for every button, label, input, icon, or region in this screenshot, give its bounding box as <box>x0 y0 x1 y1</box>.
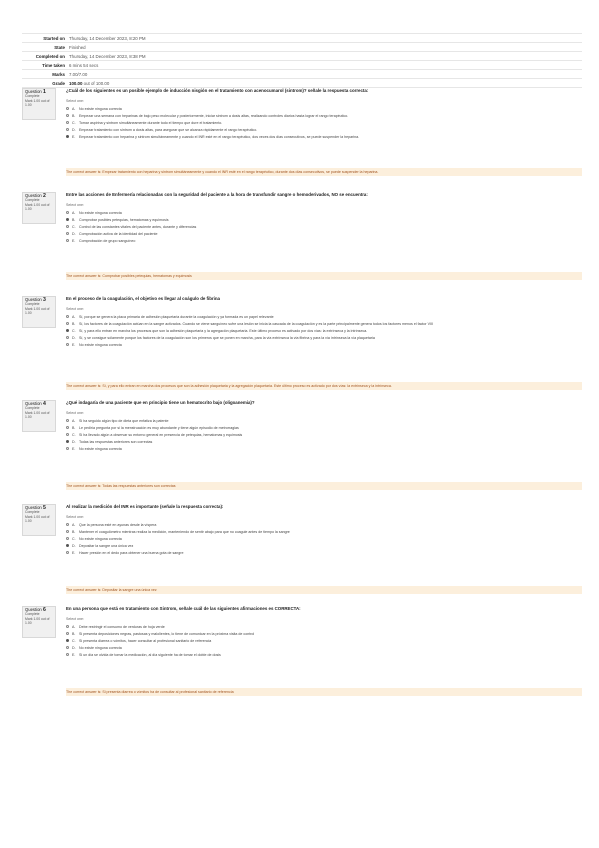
radio-button[interactable] <box>66 218 69 221</box>
question-number-value: 4 <box>42 401 46 407</box>
question-content <box>66 606 582 658</box>
radio-button[interactable] <box>66 114 69 117</box>
question-content <box>66 88 582 140</box>
option-text: Tomar aspirina y sintrom simultáneamente durante todo el tiempo que dure el tratamiento. <box>79 120 223 125</box>
summary-value: Thursday, 14 December 2023, 8:38 PM <box>69 53 146 59</box>
option-letter: E. <box>72 550 76 555</box>
question-text: ¿Cuál de los siguientes es un posible ejemplo de inducción nisgión en el tratamiento con acenocumarol (sintrom)? señale la respuesta correcta: <box>66 88 369 93</box>
question-text: ¿Qué indagaría de una paciente que en principio tiene un hematocrito bajo (oligoanemia)? <box>66 400 255 405</box>
radio-button[interactable] <box>66 336 69 339</box>
radio-button[interactable] <box>66 551 69 554</box>
answer-option[interactable] <box>66 133 582 140</box>
option-text: Depositar la sangre una única vez <box>79 543 134 548</box>
answer-option[interactable] <box>66 630 582 637</box>
option-text: No existe ninguna correcta <box>79 446 122 451</box>
option-text: Hacer presión en el dedo para obtener una buena gota de sangre <box>79 550 184 555</box>
radio-button[interactable] <box>66 544 69 547</box>
question-label: Question <box>25 297 42 302</box>
answer-option[interactable] <box>66 320 582 327</box>
option-text: Comprobar posibles petequias, hematomas y equimosis <box>79 217 169 222</box>
question-number-value: 5 <box>42 505 46 511</box>
question-content <box>66 504 582 556</box>
answer-option[interactable] <box>66 223 582 230</box>
option-letter: E. <box>72 446 76 451</box>
question-mark: Mark 1.00 out of 1.00 <box>25 616 50 626</box>
summary-value <box>69 81 109 86</box>
answer-option[interactable] <box>66 126 582 133</box>
select-one-label: Select one: <box>66 617 84 621</box>
option-letter: B. <box>72 631 76 636</box>
select-one-label: Select one: <box>66 411 84 415</box>
option-text: Comprobación de grupo sanguíneo <box>79 238 136 243</box>
answer-option[interactable] <box>66 535 582 542</box>
summary-value: Thursday, 14 December 2023, 8:20 PM <box>69 35 146 41</box>
option-text: Que la persona esté en ayunas desde la víspera <box>79 522 157 527</box>
answer-option[interactable] <box>66 438 582 445</box>
radio-button[interactable] <box>66 322 69 325</box>
radio-button[interactable] <box>66 419 69 422</box>
radio-button[interactable] <box>66 121 69 124</box>
answer-option[interactable] <box>66 216 582 223</box>
grade-value: 100.00 <box>69 80 83 86</box>
correct-answer-feedback: The correct answer is: Comprobar posibles petequias, hematomas y equimosis <box>66 272 582 280</box>
answer-option[interactable] <box>66 542 582 549</box>
answer-options <box>66 313 582 348</box>
option-letter: A. <box>72 624 76 629</box>
option-text: Empezar una semana con heparinas de bajo peso molecular y posteriormente, iniciar sintrom a dosis altas, realizando controles diarios hasta lograr el rango terapéutico. <box>79 113 349 118</box>
answer-option[interactable] <box>66 230 582 237</box>
select-one-label: Select one: <box>66 99 84 103</box>
attempt-summary-table <box>22 33 582 88</box>
summary-value: 7.00/7.00 <box>69 71 88 77</box>
option-text: No existe ninguna correcta <box>79 342 122 347</box>
question-number-value: 1 <box>42 89 46 95</box>
option-letter: E. <box>72 238 76 243</box>
option-letter: C. <box>72 638 76 643</box>
option-text: Empezar tratamiento con sintrom a dosis altas, para asegurar que se alcanza rápidamente el rango terapéutico. <box>79 127 258 132</box>
summary-row-grade <box>22 78 582 88</box>
question-status: Complete <box>25 612 40 617</box>
question-info-panel <box>22 88 56 120</box>
summary-row-time-taken <box>22 60 582 69</box>
answer-option[interactable] <box>66 119 582 126</box>
answer-options <box>66 521 582 556</box>
radio-button[interactable] <box>66 440 69 443</box>
summary-value: Finished <box>69 44 86 50</box>
option-letter: A. <box>72 210 76 215</box>
correct-answer-feedback: The correct answer is: Si presenta diarrea o vómitos ha de consultar al profesional sanitario de referencia <box>66 688 582 696</box>
option-text: Sí, y para ello entran en marcha los procesos que son la adhesión plaquetaria y la agregación plaquetaria. Este último proceso es activado por dos vías: la extrínseca y la intrínseca. <box>79 328 368 333</box>
question-label: Question <box>25 505 42 510</box>
question-number-value: 6 <box>42 607 46 613</box>
answer-options <box>66 623 582 658</box>
option-text: Si un día se olvida de tomar la medicación, al día siguiente ha de tomar el doble de dosis <box>79 652 221 657</box>
radio-button[interactable] <box>66 239 69 242</box>
question-text: Entre las acciones de Enfermería relacionadas con la seguridad del paciente a la hora de transfundir sangre o hemoderivados, NO se encuentra: <box>66 192 368 197</box>
option-text: Si ha llevado algún a observar su entorno general en presencia de petequias, hematomas y equimosis <box>79 432 243 437</box>
radio-button[interactable] <box>66 530 69 533</box>
select-one-label: Select one: <box>66 515 84 519</box>
radio-button[interactable] <box>66 225 69 228</box>
radio-button[interactable] <box>66 625 69 628</box>
answer-option[interactable] <box>66 237 582 244</box>
summary-row-state <box>22 42 582 51</box>
answer-option[interactable] <box>66 623 582 630</box>
question-info-panel <box>22 606 56 638</box>
option-text: Sí, y se consigue sólamente porque los factores de la coagulación son los primeros que se ponen en marcha, para la vía extrínseca la vía fibrina y para la vía intrínseca la vía plaquetaria <box>79 335 375 340</box>
question-status: Complete <box>25 510 40 515</box>
answer-option[interactable] <box>66 445 582 452</box>
question-mark: Mark 1.00 out of 1.00 <box>25 410 50 420</box>
summary-label: Marks <box>52 71 65 77</box>
option-text: No existe ninguna correcta <box>79 106 122 111</box>
question-content <box>66 400 582 452</box>
correct-answer-feedback: The correct answer is: Depositar la sangre una única vez <box>66 586 582 594</box>
option-letter: A. <box>72 522 76 527</box>
answer-options <box>66 105 582 140</box>
option-letter: C. <box>72 536 76 541</box>
answer-option[interactable] <box>66 521 582 528</box>
question-mark: Mark 1.00 out of 1.00 <box>25 202 50 212</box>
answer-option[interactable] <box>66 112 582 119</box>
option-letter: B. <box>72 113 76 118</box>
option-text: Sí, porque se genera la placa primaria de adhesión plaquetaria durante la coagulación y ya formada es un papel relevante <box>79 314 274 319</box>
answer-options <box>66 209 582 244</box>
question-status: Complete <box>25 94 40 99</box>
summary-label: Completed on <box>35 53 65 59</box>
question-status: Complete <box>25 302 40 307</box>
radio-button[interactable] <box>66 107 69 110</box>
radio-button[interactable] <box>66 447 69 450</box>
option-letter: D. <box>72 543 76 548</box>
question-label: Question <box>25 89 42 94</box>
option-letter: C. <box>72 432 76 437</box>
summary-value: 6 mins 54 secs <box>69 62 99 68</box>
radio-button[interactable] <box>66 211 69 214</box>
answer-option[interactable] <box>66 528 582 535</box>
correct-answer-feedback: The correct answer is: Empezar tratamiento con heparina y sintrom simultáneamente y cuando el INR esté en el rango terapéutico, durante dos días consecutivos, se puede suspender la heparina. <box>66 168 582 176</box>
question-status: Complete <box>25 406 40 411</box>
radio-button[interactable] <box>66 646 69 649</box>
question-number-value: 2 <box>42 193 46 199</box>
option-text: Todas las respuestas anteriores son correctas <box>79 439 153 444</box>
radio-button[interactable] <box>66 632 69 635</box>
summary-row-marks <box>22 69 582 78</box>
option-text: Le pediría pregunta por si la menstruación es muy abundante y tiene algún episodio de metrorragias <box>79 425 239 430</box>
answer-option[interactable] <box>66 637 582 644</box>
question-info-panel <box>22 400 56 432</box>
radio-button[interactable] <box>66 523 69 526</box>
option-text: No existe ninguna correcta <box>79 645 122 650</box>
answer-option[interactable] <box>66 209 582 216</box>
option-letter: E. <box>72 652 76 657</box>
option-letter: D. <box>72 231 76 236</box>
question-text: Al realizar la medición del INR es importante (señale la respuesta correcta): <box>66 504 224 509</box>
option-text: Debe restringir el consumo de verduras de hoja verde <box>79 624 165 629</box>
option-text: Sí, los factores de la coagulación actúan en la sangre activados. Cuando se viene sanguíneo sufre una lesión se inicia la cascada de la coagulación y es la parte principalmente genera todos los factores menos el factor VIII <box>79 321 433 326</box>
option-letter: A. <box>72 106 76 111</box>
question-mark: Mark 1.00 out of 1.00 <box>25 98 50 108</box>
answer-option[interactable] <box>66 644 582 651</box>
option-letter: E. <box>72 134 76 139</box>
option-letter: A. <box>72 418 76 423</box>
radio-button[interactable] <box>66 135 69 138</box>
radio-button[interactable] <box>66 343 69 346</box>
summary-row-completed <box>22 51 582 60</box>
question-content <box>66 296 582 348</box>
answer-option[interactable] <box>66 313 582 320</box>
radio-button[interactable] <box>66 537 69 540</box>
option-text: Empezar tratamiento con heparina y sintrom simultáneamente y cuando el INR esté en el rango terapéutico, dos veces dos días consecutivos, se puede suspender la heparina. <box>79 134 360 139</box>
question-text: En el proceso de la coagulación, el objetivo es llegar al coágulo de fibrina <box>66 296 220 301</box>
option-letter: A. <box>72 314 76 319</box>
summary-label: Grade <box>52 80 65 86</box>
question-mark: Mark 1.00 out of 1.00 <box>25 306 50 316</box>
answer-options <box>66 417 582 452</box>
option-letter: C. <box>72 328 76 333</box>
question-number-value: 3 <box>42 297 46 303</box>
answer-option[interactable] <box>66 651 582 658</box>
question-label: Question <box>25 401 42 406</box>
option-letter: D. <box>72 645 76 650</box>
radio-button[interactable] <box>66 426 69 429</box>
answer-option[interactable] <box>66 105 582 112</box>
radio-button[interactable] <box>66 433 69 436</box>
question-mark: Mark 1.00 out of 1.00 <box>25 514 50 524</box>
summary-label: Time taken <box>42 62 65 68</box>
question-label: Question <box>25 607 42 612</box>
radio-button[interactable] <box>66 128 69 131</box>
summary-label: Started on <box>43 35 65 41</box>
correct-answer-feedback: The correct answer is: Todas las respuestas anteriores son correctas <box>66 482 582 490</box>
option-letter: E. <box>72 342 76 347</box>
summary-label: State <box>54 44 65 50</box>
option-text: Si ha seguido algún tipo de dieta que enfatiza la patente <box>79 418 169 423</box>
answer-option[interactable] <box>66 341 582 348</box>
answer-option[interactable] <box>66 549 582 556</box>
option-text: Comprobación activa de la identidad del paciente <box>79 231 158 236</box>
radio-button[interactable] <box>66 653 69 656</box>
option-text: Si presenta diarrea o vómitos, hacer consultar al profesional sanitario de referencia <box>79 638 212 643</box>
answer-option[interactable] <box>66 417 582 424</box>
radio-button[interactable] <box>66 315 69 318</box>
option-letter: D. <box>72 127 76 132</box>
question-info-panel <box>22 296 56 328</box>
question-info-panel <box>22 504 56 536</box>
summary-row-started <box>22 33 582 42</box>
option-letter: C. <box>72 224 76 229</box>
option-letter: B. <box>72 425 76 430</box>
option-text: Mantener el coagulómetro mientras realiza la medición, manteniendo de sentir abajo para que no coagule antes de tiempo la sangre <box>79 529 290 534</box>
radio-button[interactable] <box>66 329 69 332</box>
question-content <box>66 192 582 244</box>
question-text: En una persona que está en tratamiento con Sintrom, señale cuál de las siguientes afirmaciones es CORRECTA: <box>66 606 301 611</box>
option-text: Si presenta deposiciones negras, pastosas y malolientes, lo tiene de comunicar en la próxima visita de control <box>79 631 255 636</box>
option-text: No existe ninguna correcta <box>79 210 122 215</box>
option-text: Control de las constantes vitales del paciente antes, durante y diferencias <box>79 224 197 229</box>
question-info-panel <box>22 192 56 224</box>
question-status: Complete <box>25 198 40 203</box>
answer-option[interactable] <box>66 431 582 438</box>
radio-button[interactable] <box>66 639 69 642</box>
answer-option[interactable] <box>66 334 582 341</box>
question-label: Question <box>25 193 42 198</box>
option-letter: B. <box>72 529 76 534</box>
select-one-label: Select one: <box>66 203 84 207</box>
option-letter: B. <box>72 321 76 326</box>
option-letter: B. <box>72 217 76 222</box>
grade-out-of: out of 100.00 <box>82 80 110 86</box>
select-one-label: Select one: <box>66 307 84 311</box>
option-letter: D. <box>72 439 76 444</box>
radio-button[interactable] <box>66 232 69 235</box>
option-letter: C. <box>72 120 76 125</box>
option-letter: D. <box>72 335 76 340</box>
answer-option[interactable] <box>66 327 582 334</box>
correct-answer-feedback: The correct answer is: Sí, y para ello entran en marcha dos procesos que son la adhesión plaquetaria y la agregación plaquetaria. Este último proceso es activado por dos vías: la extrínseca y la intrínseca. <box>66 382 582 390</box>
option-text: No existe ninguna correcta <box>79 536 122 541</box>
answer-option[interactable] <box>66 424 582 431</box>
